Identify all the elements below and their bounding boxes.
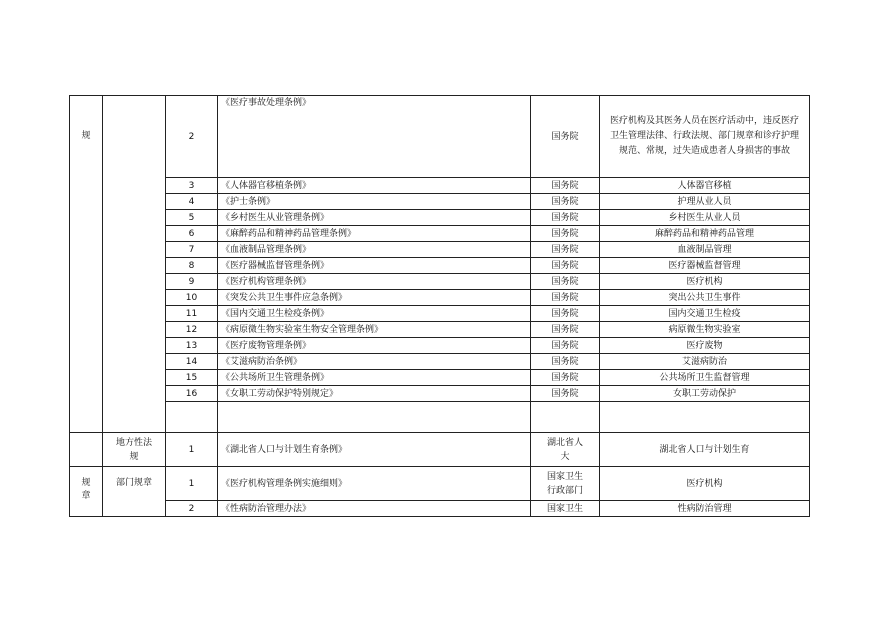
applicable-scope: 湖北省人口与计划生育 [600, 433, 810, 467]
regulation-name: 《公共场所卫生管理条例》 [218, 370, 531, 386]
applicable-scope: 病原微生物实验室 [600, 322, 810, 338]
issuing-body: 国务院 [531, 210, 600, 226]
regulation-name: 《医疗机构管理条例》 [218, 274, 531, 290]
applicable-scope: 医疗机构 [600, 467, 810, 501]
regulation-name: 《血液制品管理条例》 [218, 242, 531, 258]
regulation-name: 《病原微生物实验室生物安全管理条例》 [218, 322, 531, 338]
regulation-name [218, 402, 531, 433]
row-number: 2 [166, 501, 218, 517]
table-row [70, 386, 810, 402]
issuing-body: 国务院 [531, 242, 600, 258]
row-number: 5 [166, 210, 218, 226]
issuing-body: 湖北省人 大 [531, 433, 600, 467]
row-number: 9 [166, 274, 218, 290]
applicable-scope [600, 402, 810, 433]
row-number: 13 [166, 338, 218, 354]
level-cell-guizhang: 规 章 [70, 467, 103, 517]
issuing-body: 国务院 [531, 306, 600, 322]
applicable-scope: 人体器官移植 [600, 178, 810, 194]
issuing-body: 国务院 [531, 354, 600, 370]
applicable-scope: 性病防治管理 [600, 501, 810, 517]
row-number [166, 402, 218, 433]
issuing-body: 国务院 [531, 274, 600, 290]
regulation-name: 《乡村医生从业管理条例》 [218, 210, 531, 226]
row-number: 12 [166, 322, 218, 338]
row-number: 4 [166, 194, 218, 210]
applicable-scope: 艾滋病防治 [600, 354, 810, 370]
applicable-scope: 护理从业人员 [600, 194, 810, 210]
applicable-scope: 血液制品管理 [600, 242, 810, 258]
issuing-body: 国家卫生 [531, 501, 600, 517]
applicable-scope: 国内交通卫生检疫 [600, 306, 810, 322]
category-cell-difang: 地方性法 规 [103, 433, 166, 467]
regulation-name: 《湖北省人口与计划生育条例》 [218, 433, 531, 467]
table-row [70, 96, 810, 178]
regulation-name: 《人体器官移植条例》 [218, 178, 531, 194]
table-row [70, 402, 810, 433]
level-cell-fagui: 规 [70, 96, 103, 433]
row-number: 16 [166, 386, 218, 402]
row-number: 1 [166, 467, 218, 501]
category-cell-bumen: 部门规章 [103, 467, 166, 517]
table-row [70, 467, 810, 501]
table-row [70, 338, 810, 354]
table-row [70, 242, 810, 258]
regulations-table [69, 95, 810, 517]
issuing-body: 国务院 [531, 258, 600, 274]
table-row [70, 322, 810, 338]
regulation-name: 《医疗废物管理条例》 [218, 338, 531, 354]
issuing-body: 国务院 [531, 96, 600, 178]
regulation-name: 《医疗器械监督管理条例》 [218, 258, 531, 274]
row-number: 11 [166, 306, 218, 322]
regulation-name: 《突发公共卫生事件应急条例》 [218, 290, 531, 306]
regulation-name: 《国内交通卫生检疫条例》 [218, 306, 531, 322]
level-cell-blank [70, 433, 103, 467]
regulation-name: 《性病防治管理办法》 [218, 501, 531, 517]
table-row [70, 370, 810, 386]
issuing-body: 国务院 [531, 226, 600, 242]
applicable-scope: 麻醉药品和精神药品管理 [600, 226, 810, 242]
issuing-body: 国务院 [531, 322, 600, 338]
row-number: 2 [166, 96, 218, 178]
applicable-scope: 医疗机构及其医务人员在医疗活动中，违反医疗卫生管理法律、行政法规、部门规章和诊疗护理规范、常规，过失造成患者人身损害的事故 [600, 96, 810, 178]
applicable-scope: 突出公共卫生事件 [600, 290, 810, 306]
table-row [70, 306, 810, 322]
row-number: 7 [166, 242, 218, 258]
issuing-body: 国务院 [531, 338, 600, 354]
table-row [70, 210, 810, 226]
applicable-scope: 医疗器械监督管理 [600, 258, 810, 274]
table-row [70, 290, 810, 306]
table-row [70, 354, 810, 370]
table-row [70, 433, 810, 467]
issuing-body: 国家卫生 行政部门 [531, 467, 600, 501]
row-number: 10 [166, 290, 218, 306]
regulation-name: 《医疗事故处理条例》 [218, 96, 531, 178]
table-row [70, 178, 810, 194]
table-row [70, 194, 810, 210]
table-row [70, 501, 810, 517]
issuing-body: 国务院 [531, 370, 600, 386]
category-cell-xingzheng [103, 96, 166, 433]
row-number: 15 [166, 370, 218, 386]
table-row [70, 274, 810, 290]
row-number: 1 [166, 433, 218, 467]
table-row [70, 258, 810, 274]
issuing-body: 国务院 [531, 178, 600, 194]
applicable-scope: 乡村医生从业人员 [600, 210, 810, 226]
issuing-body: 国务院 [531, 290, 600, 306]
row-number: 14 [166, 354, 218, 370]
issuing-body: 国务院 [531, 194, 600, 210]
applicable-scope: 医疗机构 [600, 274, 810, 290]
row-number: 3 [166, 178, 218, 194]
regulation-name: 《护士条例》 [218, 194, 531, 210]
applicable-scope: 女职工劳动保护 [600, 386, 810, 402]
issuing-body [531, 402, 600, 433]
regulation-name: 《女职工劳动保护特别规定》 [218, 386, 531, 402]
row-number: 6 [166, 226, 218, 242]
row-number: 8 [166, 258, 218, 274]
regulation-name: 《医疗机构管理条例实施细则》 [218, 467, 531, 501]
issuing-body: 国务院 [531, 386, 600, 402]
regulation-name: 《艾滋病防治条例》 [218, 354, 531, 370]
applicable-scope: 医疗废物 [600, 338, 810, 354]
table-row [70, 226, 810, 242]
regulation-name: 《麻醉药品和精神药品管理条例》 [218, 226, 531, 242]
applicable-scope: 公共场所卫生监督管理 [600, 370, 810, 386]
